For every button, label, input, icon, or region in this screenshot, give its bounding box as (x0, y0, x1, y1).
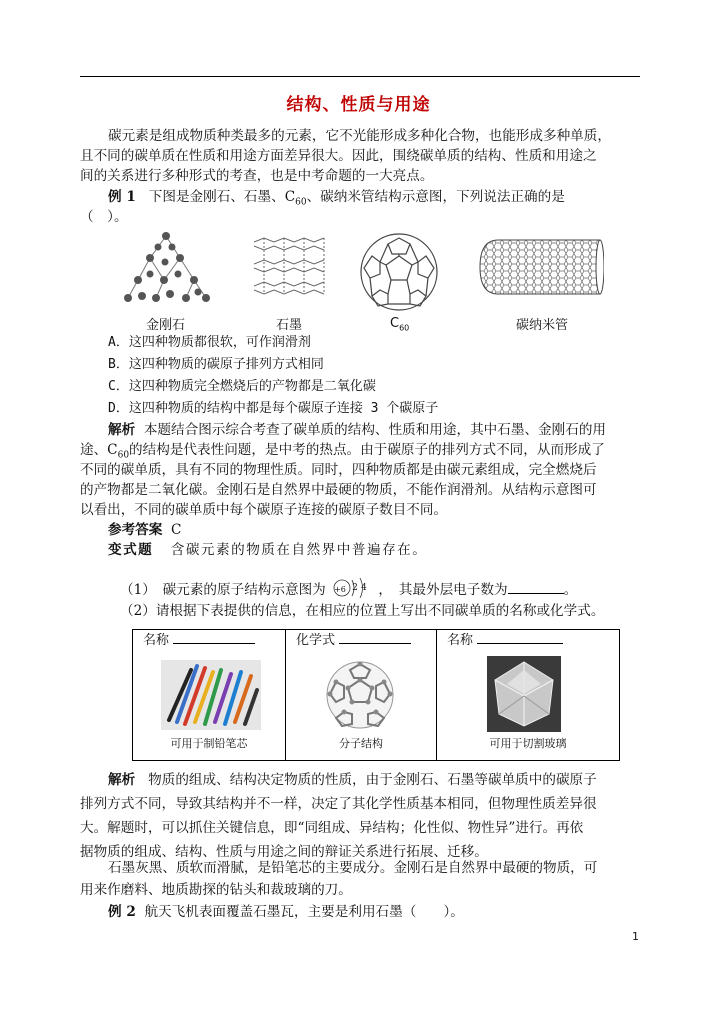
example2-label: 例 2 (108, 904, 136, 920)
analysis1-line-3: 不同的碳单质，具有不同的物理性质。同时，四种物质都是由碳元素组成，完全燃烧后 (80, 462, 597, 478)
example1-text1: 下图是金刚石、石墨、C (148, 189, 296, 205)
label-c60-sub: 60 (399, 323, 410, 333)
table-caption-2: 分子结构 (339, 737, 383, 750)
label-c60 (390, 316, 409, 333)
atom-shell1-label: 2 (352, 582, 358, 593)
table-header-3-text: 名称 (447, 633, 474, 648)
analysis2-text-1: 物质的组成、结构决定物质的性质，由于金刚石、石墨等碳单质中的碳原子 (148, 772, 597, 788)
atom-shell2-label: 4 (361, 582, 367, 593)
table-header-1 (133, 630, 285, 652)
nanotube-structure-figure (478, 236, 604, 298)
answer-blank-1[interactable] (173, 643, 255, 644)
table-header-2-text: 化学式 (296, 633, 336, 648)
variant-q1-text-c: 。 (563, 582, 578, 598)
label-diamond: 金刚石 (146, 318, 186, 333)
answer1 (108, 520, 670, 540)
example1-label: 例 1 (108, 189, 136, 205)
label-c60-main: C (390, 316, 400, 331)
option-b: B．这四种物质的碳原子排列方式相同 (108, 357, 324, 372)
example2-text: 航天飞机表面覆盖石墨瓦，主要是利用石墨（ ）。 (144, 904, 464, 920)
analysis1-label: 解析 (108, 422, 136, 438)
label-nanotube: 碳纳米管 (516, 318, 569, 333)
analysis1-text-1: 本题结合图示综合考查了碳单质的结构、性质和用途，其中石墨、金刚石的用 (143, 422, 607, 438)
analysis1-text-2b: 的结构是代表性问题，是中考的热点。由于碳原子的排列方式不同，从而形成了 (129, 442, 605, 458)
carbon-atom-diagram (330, 582, 374, 600)
table-cell-2 (286, 630, 437, 761)
answer-blank-3[interactable] (477, 643, 563, 644)
label-graphite: 石墨 (276, 318, 303, 333)
variant-q1 (120, 580, 682, 600)
analysis2-line-1 (108, 770, 670, 790)
variant-q2: （2）请根据下表提供的信息，在相应的位置上写出不同碳单质的名称或化学式。 (120, 603, 605, 619)
table-header-1-text: 名称 (143, 633, 170, 648)
analysis1-sub: 60 (117, 450, 130, 461)
example1-line2: （ ）。 (80, 209, 128, 225)
atom-nucleus-label: +6 (334, 584, 346, 594)
table-header-2 (286, 630, 436, 652)
example1-sub: 60 (295, 197, 307, 208)
pencil-leads-picture (161, 660, 261, 730)
outer-electron-blank[interactable] (508, 593, 564, 594)
table-header-3 (437, 630, 619, 652)
table-cell-1 (133, 630, 286, 761)
table-caption-3: 可用于切割玻璃 (489, 737, 567, 750)
intro-line-1: 碳元素是组成物质种类最多的元素，它不光能形成多种化合物，也能形成多种单质， (108, 128, 611, 144)
option-d: D．这四种物质的结构中都是每个碳原子连接 3 个碳原子 (108, 401, 439, 416)
c60-structure-figure (356, 230, 442, 314)
variant-label: 变式题 (108, 542, 154, 558)
option-a: A．这四种物质都很软，可作润滑剂 (108, 335, 311, 350)
analysis1-line-1 (108, 420, 670, 440)
analysis1-line-5: 以看出，不同的碳单质中每个碳原子连接的碳原子数目不同。 (80, 502, 448, 518)
carbon-info-table (132, 629, 620, 761)
c60-molecule-picture (322, 658, 398, 732)
variant-text: 含碳元素的物质在自然界中普遍存在。 (170, 542, 428, 558)
example1-text2: 、碳纳米管结构示意图，下列说法正确的是 (306, 189, 565, 205)
c60-molecule-image (286, 652, 436, 734)
diamond-crystal-picture (487, 656, 561, 732)
analysis2-line-4: 据物质的组成、结构、性质与用途之间的辩证关系进行拓展、迁移。 (80, 844, 488, 860)
analysis1-line-4: 的产物都是二氧化碳。金刚石是自然界中最硬的物质，不能作润滑剂。从结构示意图可 (80, 482, 597, 498)
page-number: 1 (632, 930, 639, 943)
table-cell-3 (437, 630, 620, 761)
variant-q1-text-a: （1） 碳元素的原子结构示意图为 (120, 582, 326, 598)
pencil-lead-image (133, 652, 285, 734)
page-title: 结构、性质与用途 (286, 95, 431, 115)
variant-intro (108, 540, 670, 560)
option-c: C．这四种物质完全燃烧后的产物都是二氧化碳 (108, 379, 376, 394)
analysis2-line-3: 大。解题时，可以抓住关键信息，即“同组成、异结构；化性似、物性异”进行。再依 (80, 820, 584, 836)
analysis2-line-2: 排列方式不同，导致其结构并不一样，决定了其化学性质基本相同，但物理性质差异很 (80, 796, 597, 812)
graphite-structure-figure (250, 234, 328, 304)
answer1-value: C (171, 522, 182, 538)
intro-line-3: 间的关系进行多种形式的考查，也是中考命题的一大亮点。 (80, 168, 434, 184)
variant-q1-text-b: ， 其最外层电子数为 (378, 582, 508, 598)
analysis1-text-2a: 途、C (80, 442, 118, 458)
answer-blank-2[interactable] (339, 643, 411, 644)
example2 (108, 902, 670, 922)
analysis2-line-5: 石墨灰黑、质软而滑腻，是铅笔芯的主要成分。金刚石是自然界中最硬的物质，可 (108, 860, 598, 876)
diamond-structure-figure (120, 228, 212, 306)
header-rule (80, 76, 640, 77)
diamond-crystal-image (437, 652, 619, 734)
analysis2-label: 解析 (108, 772, 136, 788)
intro-line-2: 且不同的碳单质在性质和用途方面差异很大。因此，围绕碳单质的结构、性质和用途之 (80, 148, 597, 164)
analysis2-line-6: 用来作磨料、地质勘探的钻头和裁玻璃的刀。 (80, 882, 352, 898)
table-caption-1: 可用于制铅笔芯 (170, 737, 248, 750)
answer1-label: 参考答案 (108, 522, 163, 538)
